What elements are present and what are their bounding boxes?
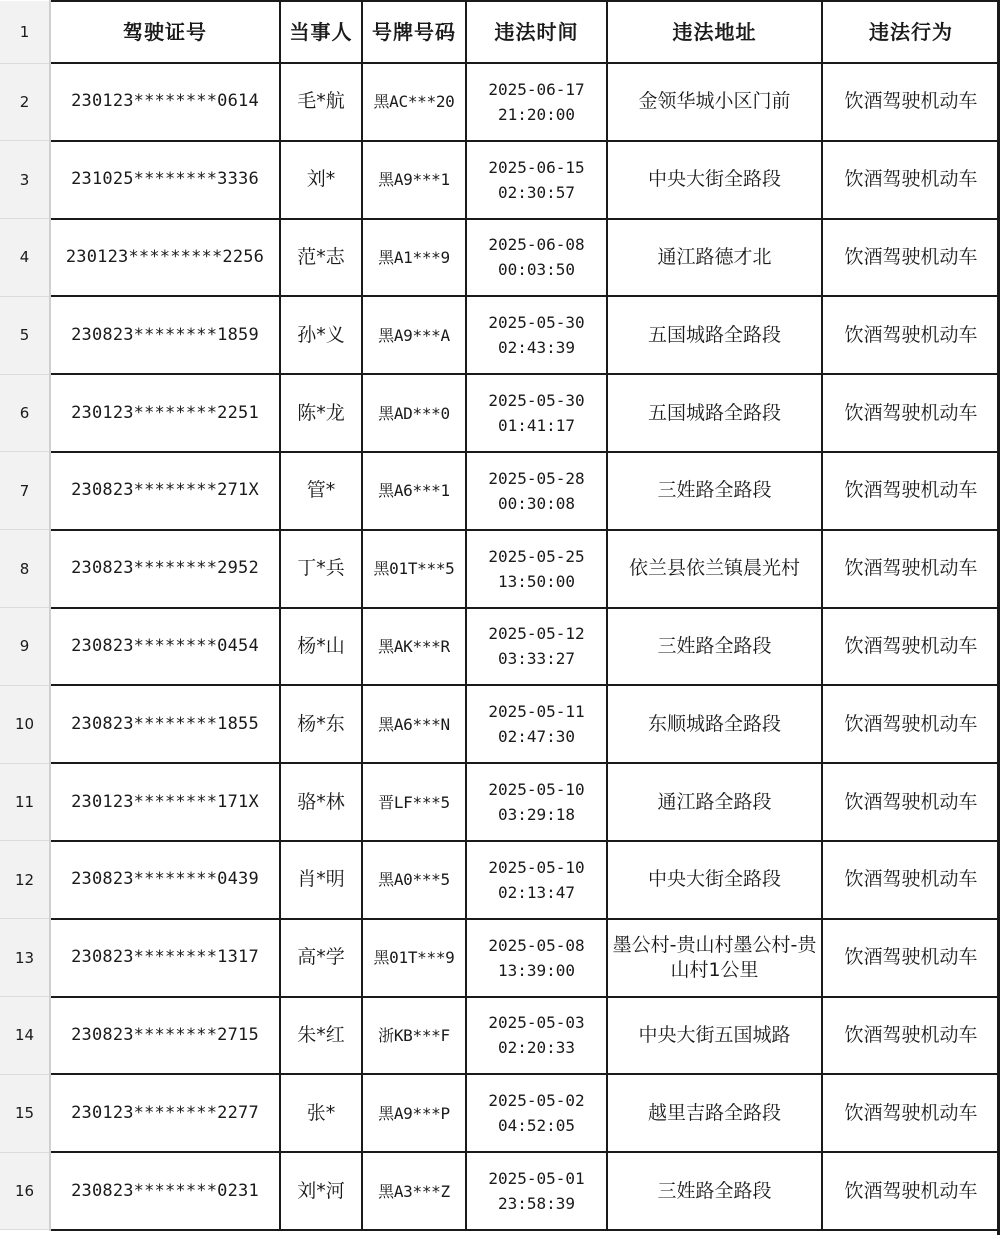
party-name-cell[interactable]: 管* <box>280 452 362 530</box>
violation-time-cell[interactable] <box>466 296 607 374</box>
table-row <box>0 608 1000 686</box>
violation-clock-time: 21:20:00 <box>497 104 576 124</box>
column-header-address[interactable]: 违法地址 <box>607 1 822 63</box>
violation-address-text: 三姓路全路段 <box>657 1179 772 1202</box>
violation-time-cell[interactable] <box>466 841 607 919</box>
violation-address-text: 墨公村-贵山村墨公村-贵山村1公里 <box>612 933 817 981</box>
violation-date: 2025-05-10 <box>488 857 585 877</box>
violation-date: 2025-05-03 <box>488 1013 585 1033</box>
row-number[interactable]: 2 <box>0 63 50 141</box>
violation-address-cell[interactable] <box>607 841 822 919</box>
license-number-cell[interactable]: 230123********2251 <box>50 374 280 452</box>
violation-address-cell[interactable] <box>607 374 822 452</box>
violation-time-cell[interactable] <box>466 763 607 841</box>
license-number-cell[interactable]: 230123*********2256 <box>50 219 280 297</box>
plate-number-cell[interactable]: 黑A3***Z <box>362 1152 466 1230</box>
plate-number-cell[interactable]: 黑A6***1 <box>362 452 466 530</box>
violation-date: 2025-05-25 <box>488 546 585 566</box>
violation-date: 2025-05-10 <box>488 780 585 800</box>
party-name-cell[interactable]: 杨*东 <box>280 685 362 763</box>
violation-offense-cell[interactable]: 饮酒驾驶机动车 <box>822 685 1000 763</box>
violation-time-cell[interactable] <box>466 141 607 219</box>
table-row <box>0 63 1000 141</box>
violation-time-cell[interactable] <box>466 608 607 686</box>
violation-offense-cell[interactable]: 饮酒驾驶机动车 <box>822 219 1000 297</box>
violation-address-text: 中央大街全路段 <box>647 868 781 891</box>
plate-number-cell[interactable]: 黑A6***N <box>362 685 466 763</box>
license-number-cell[interactable]: 230123********2277 <box>50 1074 280 1152</box>
license-number-cell[interactable]: 230823********1855 <box>50 685 280 763</box>
row-number[interactable]: 9 <box>0 608 50 686</box>
plate-number-cell[interactable]: 黑AC***20 <box>362 63 466 141</box>
violation-date: 2025-06-17 <box>488 79 585 99</box>
table-row <box>0 296 1000 374</box>
violation-address-cell[interactable] <box>607 763 822 841</box>
column-header-plate[interactable]: 号牌号码 <box>362 1 466 63</box>
violation-offense-cell[interactable]: 饮酒驾驶机动车 <box>822 608 1000 686</box>
plate-number-cell[interactable]: 浙KB***F <box>362 997 466 1075</box>
table-row <box>0 919 1000 997</box>
party-name-cell[interactable]: 朱*红 <box>280 997 362 1075</box>
violation-date: 2025-06-08 <box>488 235 585 255</box>
party-name-cell[interactable]: 骆*林 <box>280 763 362 841</box>
violation-clock-time: 01:41:17 <box>497 416 576 436</box>
column-header-time[interactable]: 违法时间 <box>466 1 607 63</box>
table-row <box>0 841 1000 919</box>
violation-clock-time: 03:33:27 <box>497 649 576 669</box>
violation-offense-cell[interactable]: 饮酒驾驶机动车 <box>822 296 1000 374</box>
license-number-cell[interactable]: 230823********0231 <box>50 1152 280 1230</box>
violation-address-text: 三姓路全路段 <box>657 479 772 502</box>
violation-date: 2025-05-30 <box>488 313 585 333</box>
table-row <box>0 685 1000 763</box>
violation-offense-cell[interactable]: 饮酒驾驶机动车 <box>822 374 1000 452</box>
violation-address-cell[interactable] <box>607 997 822 1075</box>
table-row <box>0 374 1000 452</box>
row-number[interactable]: 4 <box>0 219 50 297</box>
violation-time-cell[interactable] <box>466 1152 607 1230</box>
violation-date: 2025-05-30 <box>488 391 585 411</box>
violation-clock-time: 02:43:39 <box>497 338 576 358</box>
row-number[interactable]: 16 <box>0 1152 50 1230</box>
violation-time-cell[interactable] <box>466 1074 607 1152</box>
violation-offense-cell[interactable]: 饮酒驾驶机动车 <box>822 763 1000 841</box>
violation-address-text: 依兰县依兰镇晨光村 <box>628 557 800 580</box>
party-name-cell[interactable]: 丁*兵 <box>280 530 362 608</box>
table-row <box>0 452 1000 530</box>
party-name-cell[interactable]: 杨*山 <box>280 608 362 686</box>
column-header-party[interactable]: 当事人 <box>280 1 362 63</box>
table-row <box>0 997 1000 1075</box>
violation-address-cell[interactable] <box>607 608 822 686</box>
violation-address-cell[interactable] <box>607 919 822 997</box>
violation-clock-time: 02:13:47 <box>497 882 576 902</box>
violation-clock-time: 02:20:33 <box>497 1038 576 1058</box>
table-row <box>0 219 1000 297</box>
violation-time-cell[interactable] <box>466 919 607 997</box>
violation-address-text: 通江路全路段 <box>657 790 772 813</box>
license-number-cell[interactable]: 230823********1859 <box>50 296 280 374</box>
plate-number-cell[interactable]: 黑AD***0 <box>362 374 466 452</box>
row-number[interactable]: 11 <box>0 763 50 841</box>
violation-clock-time: 02:47:30 <box>497 727 576 747</box>
party-name-cell[interactable]: 刘* <box>280 141 362 219</box>
row-number[interactable]: 7 <box>0 452 50 530</box>
row-number[interactable]: 5 <box>0 296 50 374</box>
column-header-offense[interactable]: 违法行为 <box>822 1 1000 63</box>
row-number[interactable]: 13 <box>0 919 50 997</box>
violation-offense-cell[interactable]: 饮酒驾驶机动车 <box>822 63 1000 141</box>
violation-time-cell[interactable] <box>466 997 607 1075</box>
license-number-cell[interactable]: 230823********2715 <box>50 997 280 1075</box>
violation-offense-cell[interactable]: 饮酒驾驶机动车 <box>822 1074 1000 1152</box>
violation-address-cell[interactable] <box>607 296 822 374</box>
license-number-cell[interactable]: 230823********0439 <box>50 841 280 919</box>
violation-date: 2025-05-12 <box>488 624 585 644</box>
plate-number-cell[interactable]: 黑AK***R <box>362 608 466 686</box>
violation-address-text: 中央大街五国城路 <box>638 1023 791 1046</box>
party-name-cell[interactable]: 孙*义 <box>280 296 362 374</box>
license-number-cell[interactable]: 230823********0454 <box>50 608 280 686</box>
violation-address-cell[interactable] <box>607 452 822 530</box>
header-row <box>0 1 1000 63</box>
violation-address-cell[interactable] <box>607 1074 822 1152</box>
party-name-cell[interactable]: 肖*明 <box>280 841 362 919</box>
plate-number-cell[interactable]: 黑A9***A <box>362 296 466 374</box>
license-number-cell[interactable]: 230123********171X <box>50 763 280 841</box>
violation-time-cell[interactable] <box>466 374 607 452</box>
violation-address-cell[interactable] <box>607 685 822 763</box>
table-row <box>0 1074 1000 1152</box>
violation-address-text: 五国城路全路段 <box>647 401 781 424</box>
row-number[interactable]: 6 <box>0 374 50 452</box>
violation-offense-cell[interactable]: 饮酒驾驶机动车 <box>822 530 1000 608</box>
table-row <box>0 1152 1000 1230</box>
violation-address-text: 通江路德才北 <box>657 245 772 268</box>
violation-address-cell[interactable] <box>607 1152 822 1230</box>
violation-offense-cell[interactable]: 饮酒驾驶机动车 <box>822 452 1000 530</box>
violation-address-text: 三姓路全路段 <box>657 634 772 657</box>
row-number[interactable]: 1 <box>0 1 50 63</box>
violation-date: 2025-06-15 <box>488 157 585 177</box>
plate-number-cell[interactable]: 黑A1***9 <box>362 219 466 297</box>
violation-offense-cell[interactable]: 饮酒驾驶机动车 <box>822 919 1000 997</box>
violation-clock-time: 13:50:00 <box>497 571 576 591</box>
license-number-cell[interactable]: 230823********1317 <box>50 919 280 997</box>
party-name-cell[interactable]: 高*学 <box>280 919 362 997</box>
violation-offense-cell[interactable]: 饮酒驾驶机动车 <box>822 1152 1000 1230</box>
violation-address-cell[interactable] <box>607 141 822 219</box>
violation-address-cell[interactable] <box>607 219 822 297</box>
violation-time-cell[interactable] <box>466 530 607 608</box>
plate-number-cell[interactable]: 黑A9***P <box>362 1074 466 1152</box>
violation-clock-time: 13:39:00 <box>497 960 576 980</box>
plate-number-cell[interactable]: 黑01T***5 <box>362 530 466 608</box>
violation-address-text: 东顺城路全路段 <box>647 712 781 735</box>
violation-date: 2025-05-01 <box>488 1169 585 1189</box>
party-name-cell[interactable]: 陈*龙 <box>280 374 362 452</box>
plate-number-cell[interactable]: 晋LF***5 <box>362 763 466 841</box>
party-name-cell[interactable]: 范*志 <box>280 219 362 297</box>
violation-clock-time: 00:30:08 <box>497 493 576 513</box>
row-number[interactable]: 10 <box>0 685 50 763</box>
violation-date: 2025-05-08 <box>488 935 585 955</box>
violation-offense-cell[interactable]: 饮酒驾驶机动车 <box>822 141 1000 219</box>
violation-address-text: 五国城路全路段 <box>647 323 781 346</box>
license-number-cell[interactable]: 230823********271X <box>50 452 280 530</box>
row-number[interactable]: 14 <box>0 997 50 1075</box>
license-number-cell[interactable]: 230823********2952 <box>50 530 280 608</box>
violation-date: 2025-05-11 <box>488 702 585 722</box>
violation-offense-cell[interactable]: 饮酒驾驶机动车 <box>822 997 1000 1075</box>
violation-address-text: 金领华城小区门前 <box>638 90 791 113</box>
violation-time-cell[interactable] <box>466 452 607 530</box>
violation-address-cell[interactable] <box>607 63 822 141</box>
violation-time-cell[interactable] <box>466 685 607 763</box>
violation-address-text: 中央大街全路段 <box>647 168 781 191</box>
plate-number-cell[interactable]: 黑01T***9 <box>362 919 466 997</box>
violation-clock-time: 03:29:18 <box>497 805 576 825</box>
violation-time-cell[interactable] <box>466 63 607 141</box>
party-name-cell[interactable]: 毛*航 <box>280 63 362 141</box>
row-number[interactable]: 3 <box>0 141 50 219</box>
table-row <box>0 530 1000 608</box>
violation-date: 2025-05-28 <box>488 468 585 488</box>
table-row <box>0 141 1000 219</box>
table-row <box>0 763 1000 841</box>
row-number[interactable]: 8 <box>0 530 50 608</box>
violation-address-text: 越里吉路全路段 <box>647 1101 781 1124</box>
violation-offense-cell[interactable]: 饮酒驾驶机动车 <box>822 841 1000 919</box>
party-name-cell[interactable]: 刘*河 <box>280 1152 362 1230</box>
violation-clock-time: 00:03:50 <box>497 260 576 280</box>
plate-number-cell[interactable]: 黑A9***1 <box>362 141 466 219</box>
license-number-cell[interactable]: 230123********0614 <box>50 63 280 141</box>
party-name-cell[interactable]: 张* <box>280 1074 362 1152</box>
violation-address-cell[interactable] <box>607 530 822 608</box>
plate-number-cell[interactable]: 黑A0***5 <box>362 841 466 919</box>
violation-date: 2025-05-02 <box>488 1091 585 1111</box>
violation-clock-time: 04:52:05 <box>497 1116 576 1136</box>
violation-time-cell[interactable] <box>466 219 607 297</box>
row-number[interactable]: 15 <box>0 1074 50 1152</box>
row-number[interactable]: 12 <box>0 841 50 919</box>
license-number-cell[interactable]: 231025********3336 <box>50 141 280 219</box>
violation-clock-time: 23:58:39 <box>497 1194 576 1214</box>
column-header-license[interactable]: 驾驶证号 <box>50 1 280 63</box>
violation-clock-time: 02:30:57 <box>497 182 576 202</box>
